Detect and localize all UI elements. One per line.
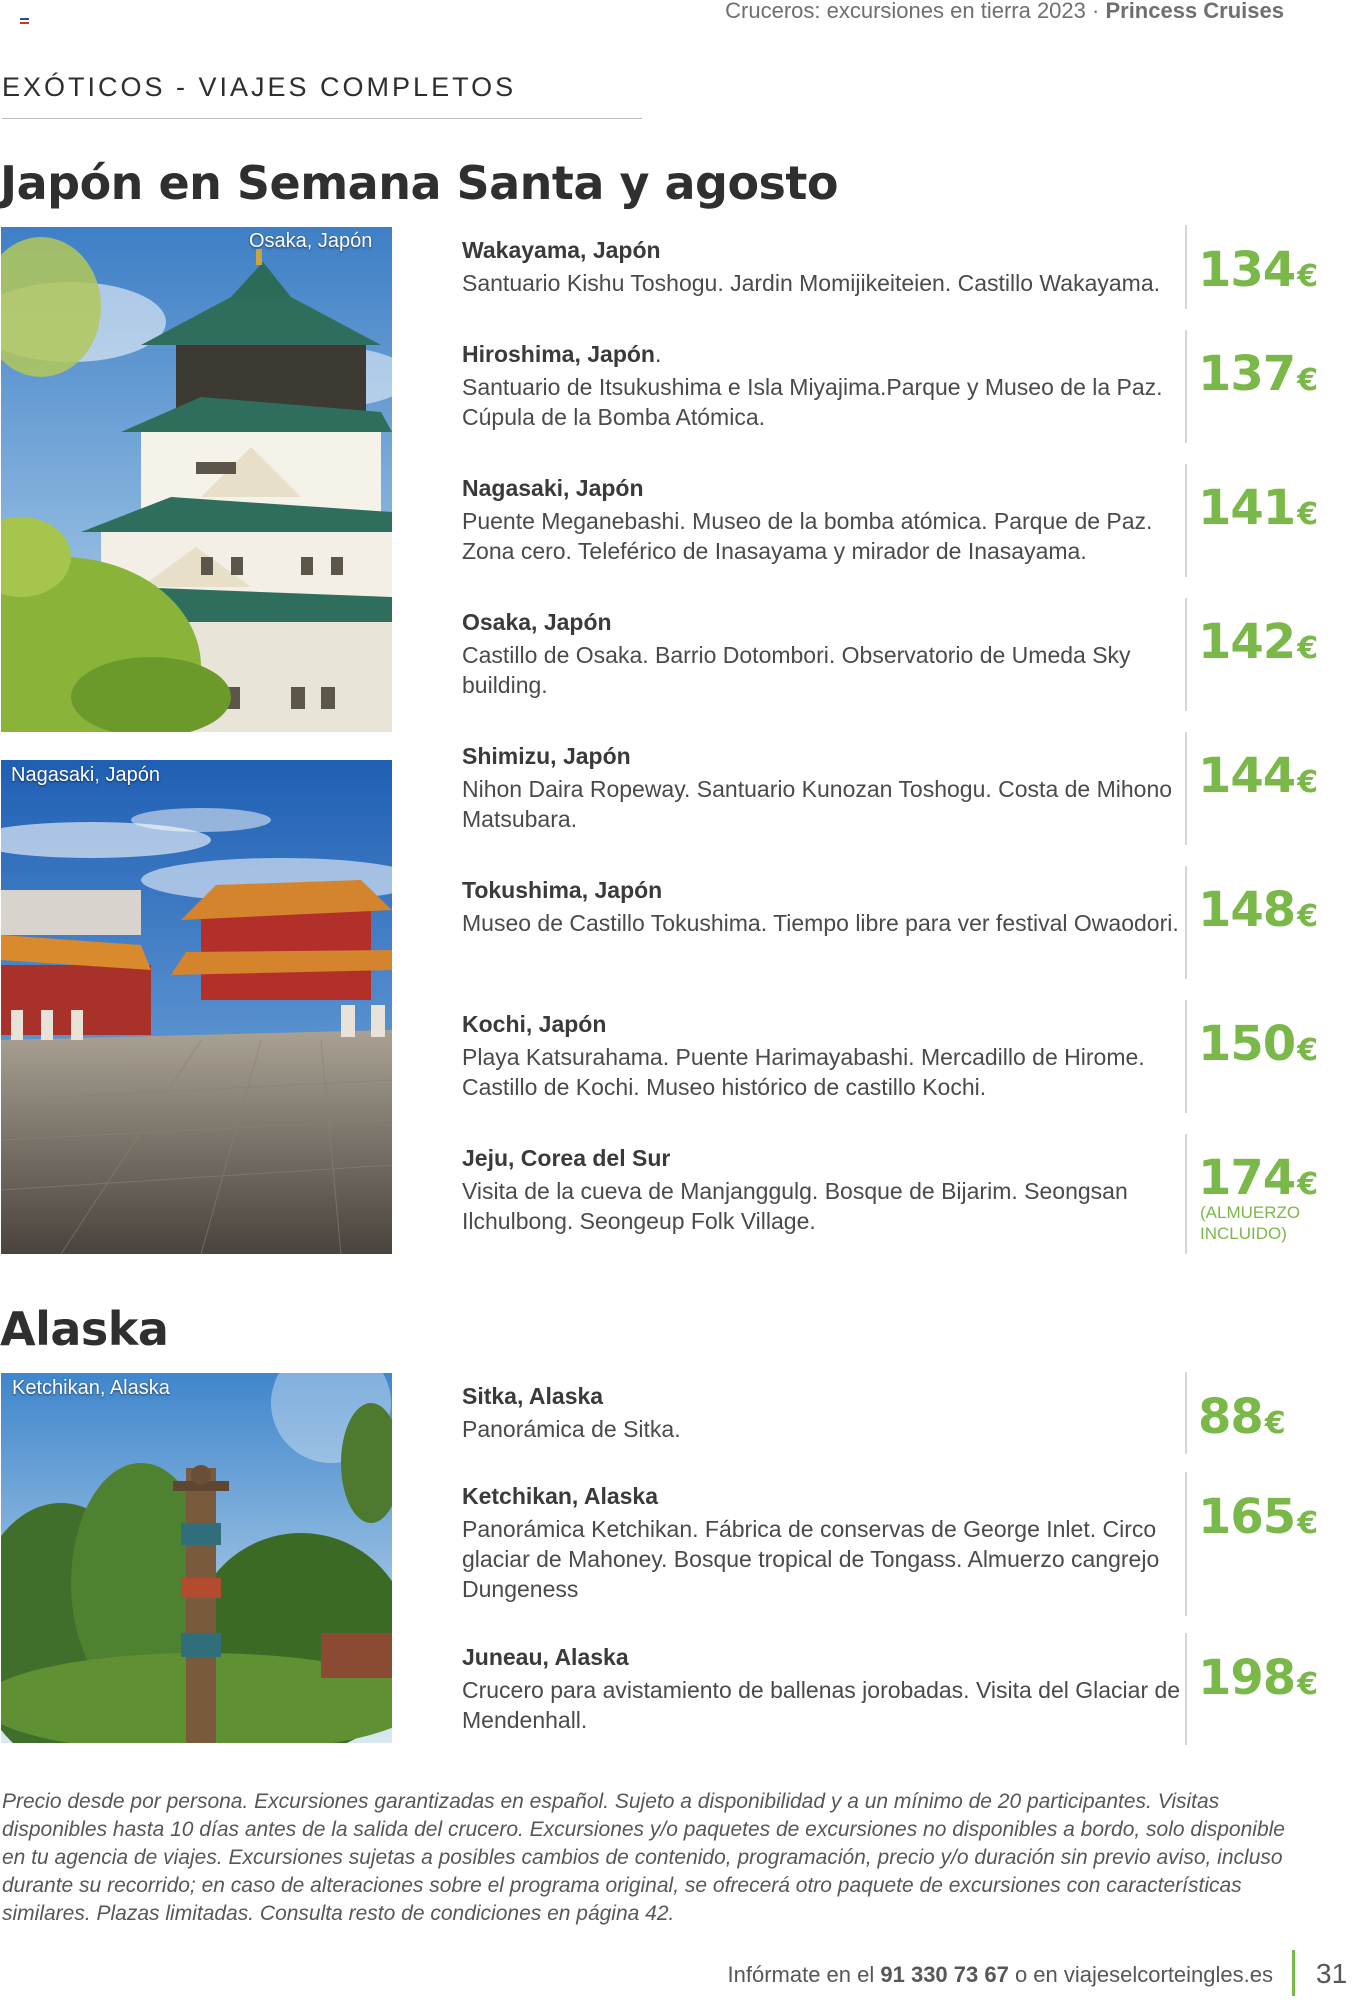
excursion-description: Santuario de Itsukushima e Isla Miyajima.Parque y Museo de la Paz. Cúpula de la Bomba Atómica. — [462, 374, 1163, 430]
footer-phone[interactable]: 91 330 73 67 — [880, 1962, 1009, 1987]
brand-logo-icon — [20, 18, 29, 26]
price-wakayama: 134€ — [1198, 242, 1318, 298]
price-divider — [1185, 1472, 1187, 1616]
excursion-hiroshima — [462, 340, 1182, 432]
page-number: 31 — [1316, 1958, 1348, 1989]
price-nagasaki: 141€ — [1198, 480, 1318, 536]
excursion-description: Playa Katsurahama. Puente Harimayabashi. Mercadillo de Hirome. Castillo de Kochi. Museo histórico de castillo Kochi. — [462, 1044, 1145, 1100]
excursion-description: Panorámica de Sitka. — [462, 1416, 681, 1442]
alaska-section-title: Alaska — [0, 1302, 169, 1356]
excursion-place: Tokushima, Japón — [462, 877, 663, 903]
excursion-place: Jeju, Corea del Sur — [462, 1145, 671, 1171]
footer-contact — [728, 1962, 1274, 1988]
divider — [2, 118, 642, 119]
excursion-place: Hiroshima, Japón. — [462, 341, 662, 367]
price-note-lunch-included: (ALMUERZO INCLUIDO) — [1200, 1203, 1301, 1243]
price-divider — [1185, 866, 1187, 979]
excursion-place: Ketchikan, Alaska — [462, 1483, 659, 1509]
photo-osaka-castle — [1, 227, 392, 732]
excursion-description: Panorámica Ketchikan. Fábrica de conservas de George Inlet. Circo glaciar de Mahoney. Bosque tropical de Tongass. Almuerzo cangrejo Dungeness — [462, 1516, 1160, 1602]
photo-caption: Ketchikan, Alaska — [12, 1377, 170, 1399]
price-jeju: 174€ — [1198, 1150, 1318, 1206]
price-divider — [1185, 1000, 1187, 1113]
price-divider — [1185, 225, 1187, 309]
price-divider — [1185, 732, 1187, 845]
price-osaka: 142€ — [1198, 614, 1318, 670]
footer-divider — [1292, 1950, 1295, 1996]
footer-website-link[interactable]: viajeselcorteingles.es — [1063, 1962, 1273, 1987]
price-divider — [1185, 598, 1187, 711]
japan-section-title: Japón en Semana Santa y agosto — [0, 156, 839, 210]
excursion-ketchikan — [462, 1482, 1182, 1604]
price-ketchikan: 165€ — [1198, 1489, 1318, 1545]
photo-nagasaki-temple — [1, 760, 392, 1254]
price-kochi: 150€ — [1198, 1016, 1318, 1072]
running-header — [725, 0, 1284, 24]
excursion-description: Museo de Castillo Tokushima. Tiempo libre para ver festival Owaodori. — [462, 910, 1179, 936]
excursion-place: Nagasaki, Japón — [462, 475, 644, 501]
excursion-tokushima — [462, 876, 1182, 938]
footer-contact-middle: o en — [1008, 1962, 1064, 1987]
excursion-description: Nihon Daira Ropeway. Santuario Kunozan Toshogu. Costa de Mihono Matsubara. — [462, 776, 1173, 832]
price-divider — [1185, 1134, 1187, 1254]
price-sitka: 88€ — [1198, 1389, 1285, 1445]
running-header-text: Cruceros: excursiones en tierra 2023 · — [725, 0, 1106, 23]
photo-caption: Osaka, Japón — [249, 230, 373, 252]
excursion-place: Osaka, Japón — [462, 609, 612, 635]
running-header-brand: Princess Cruises — [1105, 0, 1284, 23]
price-hiroshima: 137€ — [1198, 346, 1318, 402]
excursion-nagasaki — [462, 474, 1182, 566]
excursion-sitka — [462, 1382, 1182, 1444]
price-tokushima: 148€ — [1198, 882, 1318, 938]
photo-ketchikan-totem — [1, 1373, 392, 1743]
section-kicker: EXÓTICOS - VIAJES COMPLETOS — [2, 72, 517, 102]
excursion-description: Crucero para avistamiento de ballenas jorobadas. Visita del Glaciar de Mendenhall. — [462, 1677, 1181, 1733]
photo-caption: Nagasaki, Japón — [11, 764, 160, 786]
excursion-osaka — [462, 608, 1182, 700]
excursion-description: Puente Meganebashi. Museo de la bomba atómica. Parque de Paz. Zona cero. Teleférico de Inasayama y mirador de Inasayama. — [462, 508, 1153, 564]
price-divider — [1185, 1372, 1187, 1454]
excursion-place: Shimizu, Japón — [462, 743, 631, 769]
footer-contact-prefix: Infórmate en el — [727, 1962, 881, 1987]
excursion-description: Santuario Kishu Toshogu. Jardin Momijikeiteien. Castillo Wakayama. — [462, 270, 1160, 296]
excursion-description: Visita de la cueva de Manjanggulg. Bosque de Bijarim. Seongsan Ilchulbong. Seongeup Folk Village. — [462, 1178, 1128, 1234]
excursion-place: Wakayama, Japón — [462, 237, 661, 263]
price-juneau: 198€ — [1198, 1650, 1318, 1706]
excursion-juneau — [462, 1643, 1182, 1735]
excursion-kochi — [462, 1010, 1182, 1102]
excursion-place: Juneau, Alaska — [462, 1644, 629, 1670]
price-divider — [1185, 1633, 1187, 1745]
excursion-place: Sitka, Alaska — [462, 1383, 604, 1409]
excursion-shimizu — [462, 742, 1182, 834]
disclaimer-text: Precio desde por persona. Excursiones garantizadas en español. Sujeto a disponibilidad y a un mínimo de 20 participantes. Visitas disponibles hasta 10 días antes de la salida del crucero. Excursiones y/o paquetes de excursiones no disponibles a bordo, solo disponible en tu agencia de viajes. Excursiones sujetas a posibles cambios de contenido, programación, precio y/o duración sin previo aviso, incluso durante su recorrido; en caso de alteraciones sobre el programa original, se ofrecerá otro paquete de excursiones con características similares. Plazas limitadas. Consulta resto de condiciones en página 42. — [2, 1790, 1285, 1925]
price-shimizu: 144€ — [1198, 748, 1318, 804]
excursion-wakayama — [462, 236, 1182, 298]
excursion-description: Castillo de Osaka. Barrio Dotombori. Observatorio de Umeda Sky building. — [462, 642, 1131, 698]
price-divider — [1185, 330, 1187, 443]
price-divider — [1185, 464, 1187, 577]
excursion-jeju — [462, 1144, 1182, 1236]
excursion-place: Kochi, Japón — [462, 1011, 607, 1037]
